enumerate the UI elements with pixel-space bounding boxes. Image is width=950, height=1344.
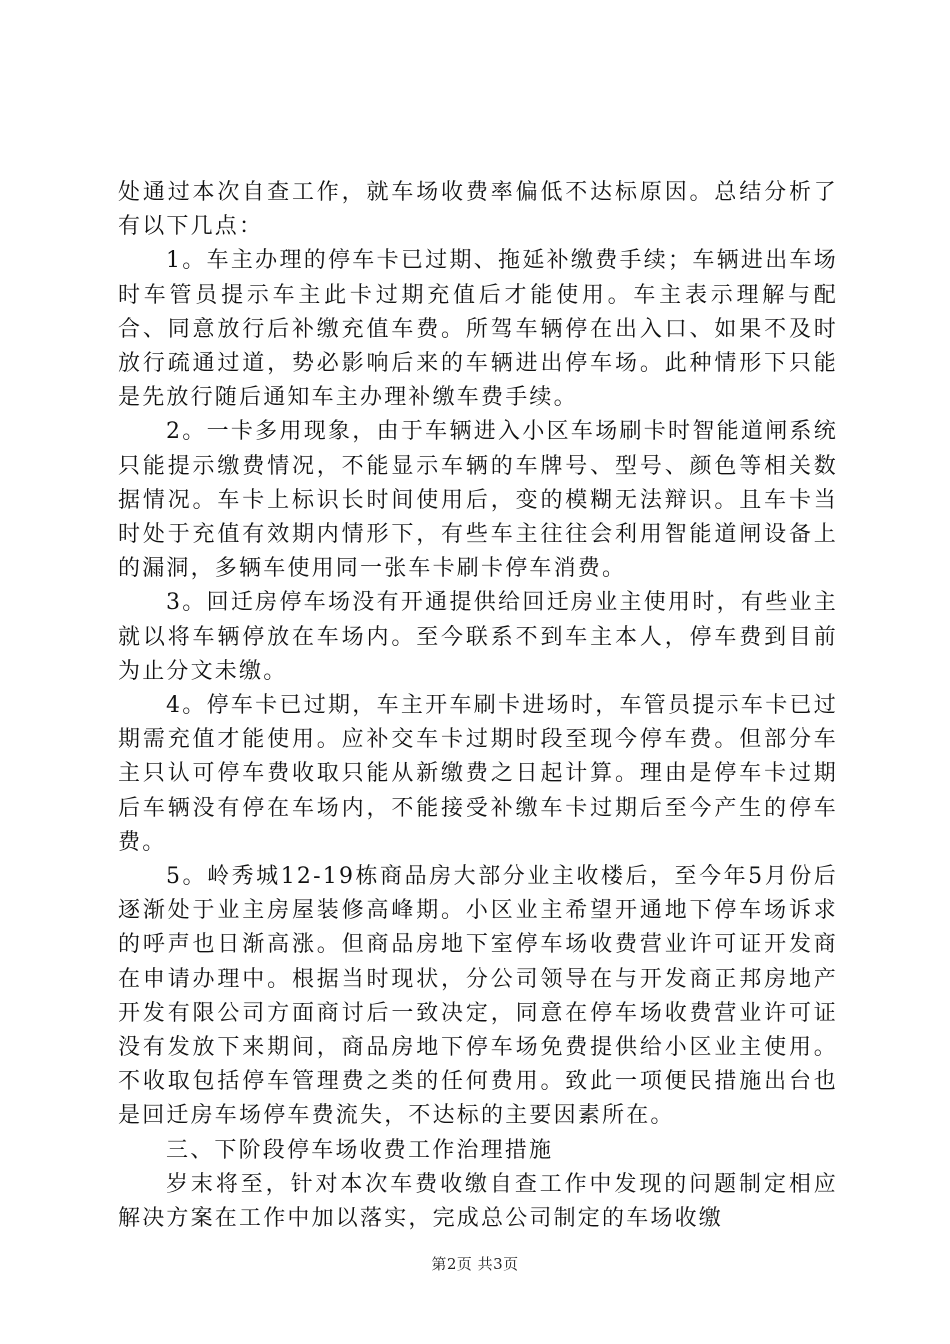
paragraph-point-4: 4。停车卡已过期，车主开车刷卡进场时，车管员提示车卡已过期需充值才能使用。应补交车卡过期时段至现今停车费。但部分车主只认可停车费收取只能从新缴费之日起计算。理由是停车卡过期后车辆没有停在车场内，不能接受补缴车卡过期后至今产生的停车费。 (118, 693, 838, 855)
paragraph-point-1: 1。车主办理的停车卡已过期、拖延补缴费手续；车辆进出车场时车管员提示车主此卡过期充值后才能使用。车主表示理解与配合、同意放行后补缴充值车费。所驾车辆停在出入口、如果不及时放行疏通过道，势必影响后来的车辆进出停车场。此种情形下只能是先放行随后通知车主办理补缴车费手续。 (118, 248, 838, 411)
paragraph-point-5: 5。岭秀城12-19栋商品房大部分业主收楼后，至今年5月份后逐渐处于业主房屋装修高峰期。小区业主希望开通地下停车场诉求的呼声也日渐高涨。但商品房地下室停车场收费营业许可证开发商在申请办理中。根据当时现状，分公司领导在与开发商正邦房地产开发有限公司方面商讨后一致决定，同意在停车场收费营业许可证没有发放下来期间，商品房地下停车场免费提供给小区业主使用。不收取包括停车管理费之类的任何费用。致此一项便民措施出台也是回迁房车场停车费流失，不达标的主要因素所在。 (118, 864, 838, 1129)
paragraph-measures: 岁末将至，针对本次车费收缴自查工作中发现的问题制定相应解决方案在工作中加以落实，完成总公司制定的车场收缴 (118, 1171, 838, 1232)
section-heading-3: 三、下阶段停车场收费工作治理措施 (166, 1137, 554, 1163)
paragraph-point-2: 2。一卡多用现象，由于车辆进入小区车场刷卡时智能道闸系统只能提示缴费情况，不能显示车辆的车牌号、型号、颜色等相关数据情况。车卡上标识长时间使用后，变的模糊无法辩识。且车卡当时处于充值有效期内情形下，有些车主往往会利用智能道闸设备上的漏洞，多辆车使用同一张车卡刷卡停车消费。 (118, 419, 838, 582)
paragraph-intro: 处通过本次自查工作，就车场收费率偏低不达标原因。总结分析了有以下几点： (118, 180, 838, 240)
page-footer: 第2页 共3页 (431, 1255, 519, 1273)
document-body (118, 176, 838, 1236)
paragraph-point-3: 3。回迁房停车场没有开通提供给回迁房业主使用时，有些业主就以将车辆停放在车场内。至今联系不到车主本人，停车费到目前为止分文未缴。 (118, 590, 838, 684)
